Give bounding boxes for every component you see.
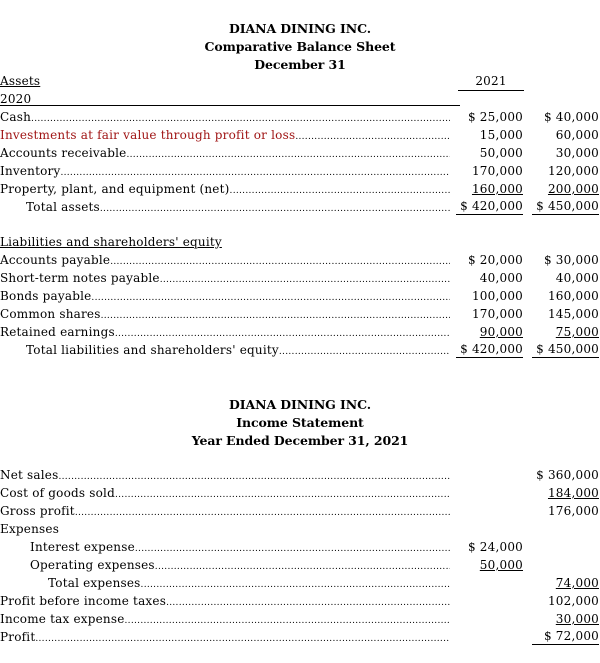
balance-sheet-company: DIANA DINING INC. [229, 21, 371, 36]
asset-2020: $ 40,000 [543, 110, 599, 124]
asset-2020: 60,000 [555, 128, 599, 142]
operating-expenses-label: Operating expenses ..... [0, 556, 450, 574]
cogs-label: Cost of goods sold ..... [0, 484, 450, 502]
net-sales-label: Net sales ..... [0, 466, 450, 484]
asset-label: Property, plant, and equipment (net) ..... [0, 180, 450, 198]
asset-label: Cash ..... [0, 108, 450, 126]
profit-label: Profit ..... [0, 628, 450, 646]
income-statement-title: Income Statement [236, 415, 364, 430]
header-rule [0, 105, 460, 106]
interest-expense-row [0, 538, 600, 556]
liability-2021: 170,000 [471, 307, 523, 321]
liability-2021: 40,000 [479, 271, 523, 285]
liability-label: Retained earnings ..... [0, 323, 450, 341]
total-assets-2020: $ 450,000 [532, 198, 599, 215]
asset-label: Investments at fair value through profit or loss ..... [0, 126, 450, 144]
liability-2020: 145,000 [547, 307, 599, 321]
total-expenses-value: 74,000 [555, 576, 599, 590]
cogs-value: 184,000 [547, 486, 599, 500]
net-sales-value: $ 360,000 [536, 468, 599, 482]
profit-before-tax-value: 102,000 [547, 594, 599, 608]
asset-label: Accounts receivable ..... [0, 144, 450, 162]
total-liabilities-row [0, 341, 600, 359]
interest-expense-label: Interest expense ..... [0, 538, 450, 556]
asset-2021: 50,000 [479, 146, 523, 160]
gross-profit-label: Gross profit ..... [0, 502, 450, 520]
profit-before-tax-row [0, 592, 600, 610]
interest-expense-value: $ 24,000 [467, 540, 523, 554]
income-tax-row [0, 610, 600, 628]
liability-row [0, 287, 600, 305]
asset-label: Inventory ..... [0, 162, 450, 180]
profit-before-tax-label: Profit before income taxes ..... [0, 592, 450, 610]
total-expenses-row [0, 574, 600, 592]
liability-2020: 160,000 [547, 289, 599, 303]
liability-2021: 100,000 [471, 289, 523, 303]
liability-row [0, 251, 600, 269]
balance-sheet-title: Comparative Balance Sheet [204, 39, 396, 54]
liability-2020: 40,000 [555, 271, 599, 285]
operating-expenses-row [0, 556, 600, 574]
asset-row [0, 162, 600, 180]
asset-row [0, 144, 600, 162]
liability-row [0, 305, 600, 323]
asset-row [0, 126, 600, 144]
gross-profit-row [0, 502, 600, 520]
asset-2020: 200,000 [547, 182, 599, 196]
asset-2020: 30,000 [555, 146, 599, 160]
year-2020-header: 2020 [0, 92, 32, 106]
asset-row [0, 108, 600, 126]
liability-2021: 90,000 [479, 325, 523, 339]
asset-row [0, 180, 600, 198]
asset-2021: 160,000 [471, 182, 523, 196]
total-liabilities-label: Total liabilities and shareholders' equity ..... [0, 341, 450, 359]
profit-row [0, 628, 600, 646]
liability-2020: $ 30,000 [543, 253, 599, 267]
liability-label: Short-term notes payable ..... [0, 269, 450, 287]
profit-value: $ 72,000 [532, 628, 599, 645]
liability-row [0, 323, 600, 341]
liability-label: Common shares ..... [0, 305, 450, 323]
total-assets-2021: $ 420,000 [456, 198, 523, 215]
income-tax-label: Income tax expense ..... [0, 610, 450, 628]
asset-2021: 170,000 [471, 164, 523, 178]
cogs-row [0, 484, 600, 502]
gross-profit-value: 176,000 [547, 504, 599, 518]
total-assets-row [0, 198, 600, 216]
total-assets-label: Total assets ..... [0, 198, 450, 216]
expenses-header-row [0, 520, 600, 538]
income-tax-value: 30,000 [555, 612, 599, 626]
liabilities-header-row [0, 233, 600, 251]
net-sales-row [0, 466, 600, 484]
expenses-header: Expenses [0, 522, 60, 536]
income-statement-company: DIANA DINING INC. [229, 397, 371, 412]
liabilities-header: Liabilities and shareholders' equity [0, 235, 222, 249]
liability-label: Accounts payable ..... [0, 251, 450, 269]
year-2021-header: 2021 [458, 72, 524, 91]
liability-2021: $ 20,000 [467, 253, 523, 267]
total-liabilities-2021: $ 420,000 [456, 341, 523, 358]
asset-2021: 15,000 [479, 128, 523, 142]
balance-sheet-date: December 31 [254, 57, 346, 72]
income-statement-period: Year Ended December 31, 2021 [191, 433, 409, 448]
liability-2020: 75,000 [555, 325, 599, 339]
operating-expenses-value: 50,000 [479, 558, 523, 572]
total-liabilities-2020: $ 450,000 [532, 341, 599, 358]
liability-label: Bonds payable ..... [0, 287, 450, 305]
asset-2021: $ 25,000 [467, 110, 523, 124]
liability-row [0, 269, 600, 287]
total-expenses-label: Total expenses ..... [0, 574, 450, 592]
assets-header: Assets [0, 74, 41, 88]
asset-2020: 120,000 [547, 164, 599, 178]
